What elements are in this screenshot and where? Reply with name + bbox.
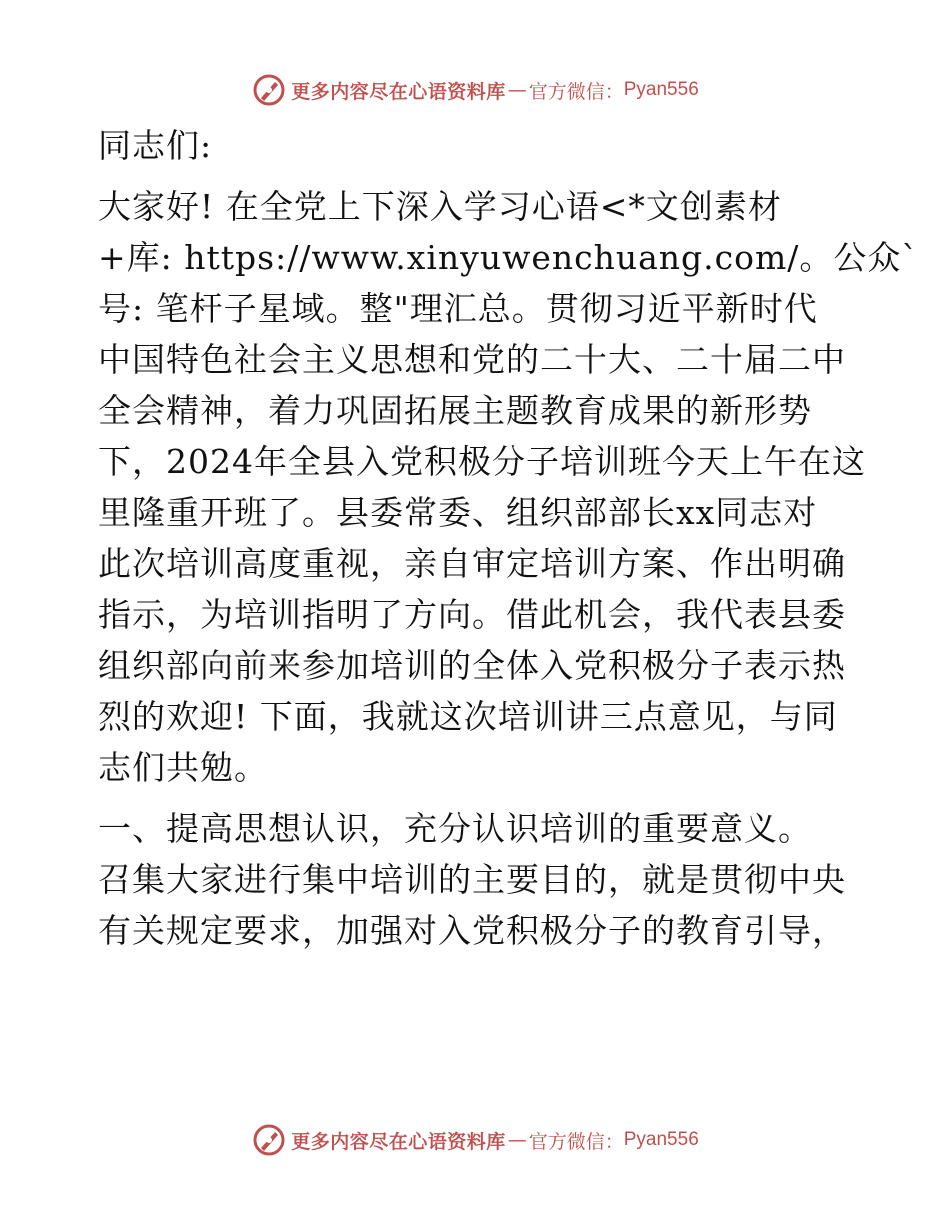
section-heading: 一、提高思想认识，充分认识培训的重要意义。 (98, 809, 812, 848)
banner-wechat-id: Pyan556 (623, 79, 699, 100)
body-line: +库: https://www.xinyuwenchuang.com/。公众` (98, 238, 919, 277)
banner-wechat-label: 官方微信： (528, 80, 624, 103)
body-line: 中国特色社会主义思想和党的二十大、二十届二中 (98, 340, 846, 379)
body-line: 下，2024年全县入党积极分子培训班今天上午在这 (98, 442, 866, 481)
body-line: 召集大家进行集中培训的主要目的，就是贯彻中央 (98, 860, 846, 899)
banner-separator: — (507, 1129, 527, 1151)
salutation: 同志们: (98, 126, 213, 165)
header-watermark (0, 70, 950, 110)
pen-logo-icon (251, 1122, 287, 1158)
body-line: 大家好! 在全党上下深入学习心语<*文创素材 (98, 187, 782, 226)
banner-wechat-label: 官方微信： (528, 1130, 624, 1153)
body-line: 里隆重开班了。县委常委、组织部部长xx同志对 (98, 493, 818, 532)
banner-separator: — (507, 79, 527, 101)
body-line: 有关规定要求，加强对入党积极分子的教育引导， (98, 911, 846, 950)
body-line: 烈的欢迎! 下面，我就这次培训讲三点意见，与同 (98, 697, 838, 736)
banner-main-text: 更多内容尽在心语资料库 (291, 1130, 506, 1153)
body-line: 全会精神，着力巩固拓展主题教育成果的新形势 (98, 391, 812, 430)
body-line: 组织部向前来参加培训的全体入党积极分子表示热 (98, 646, 846, 685)
pen-logo-icon (251, 72, 287, 108)
footer-watermark (0, 1120, 950, 1160)
banner-main-text: 更多内容尽在心语资料库 (291, 80, 506, 103)
body-line: 此次培训高度重视，亲自审定培训方案、作出明确 (98, 544, 846, 583)
banner-wechat-id: Pyan556 (623, 1129, 699, 1150)
document-body (98, 120, 919, 956)
body-line: 号: 笔杆子星域。整"理汇总。贯彻习近平新时代 (98, 289, 818, 328)
body-line: 志们共勉。 (98, 748, 268, 787)
body-line: 指示，为培训指明了方向。借此机会，我代表县委 (98, 595, 846, 634)
